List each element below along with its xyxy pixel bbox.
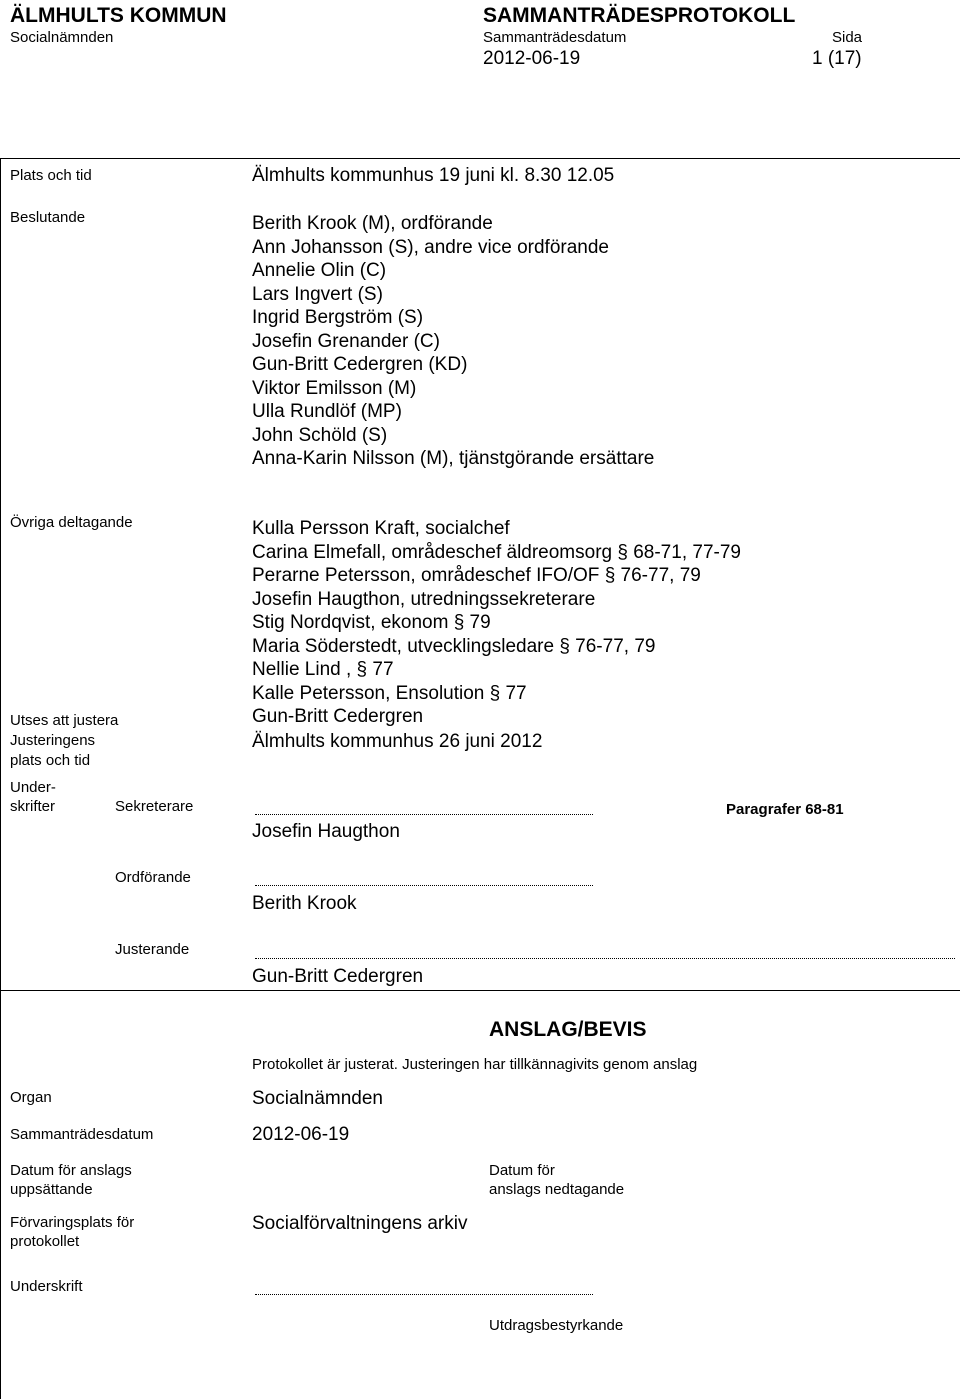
deciders-label: Beslutande <box>10 209 86 226</box>
participant-name: Maria Söderstedt, utvecklingsledare § 76-77, 79 <box>252 635 656 657</box>
adjuster-role: Justerande <box>115 941 190 958</box>
decider-name: Ann Johansson (S), andre vice ordförande <box>252 236 609 258</box>
page-number: 1 (17) <box>812 48 862 69</box>
decider-name: Anna-Karin Nilsson (M), tjänstgörande ersättare <box>252 448 655 469</box>
meeting-date: 2012-06-19 <box>483 48 581 69</box>
participant-name: Stig Nordqvist, ekonom § 79 <box>252 612 491 633</box>
place-time-value: Älmhults kommunhus 19 juni kl. 8.30 12.05 <box>252 165 615 186</box>
adjust-place-label-line1: Justeringens <box>10 732 96 749</box>
deciders-list <box>252 212 654 471</box>
adjuster-signature-line <box>255 958 955 959</box>
municipality-name: ÄLMHULTS KOMMUN <box>10 4 227 27</box>
anslag-date-value: 2012-06-19 <box>252 1124 350 1145</box>
secretary-signature-line <box>255 814 593 815</box>
anslag-statement: Protokollet är justerat. Justeringen har tillkännagivits genom anslag <box>252 1056 698 1073</box>
participant-name: Carina Elmefall, områdeschef äldreomsorg § 68-71, 77-79 <box>252 541 741 563</box>
place-time-label: Plats och tid <box>10 167 92 184</box>
secretary-name: Josefin Haugthon <box>252 821 400 842</box>
signature-line <box>255 1294 593 1295</box>
adjust-place-value: Älmhults kommunhus 26 juni 2012 <box>252 731 543 752</box>
adjuster-signature-name: Gun-Britt Cedergren <box>252 966 424 987</box>
signature-label: Underskrift <box>10 1278 83 1295</box>
decider-name: Berith Krook (M), ordförande <box>252 213 493 234</box>
paragraphs-range: Paragrafer 68-81 <box>726 801 844 818</box>
decider-name: Josefin Grenander (C) <box>252 330 440 352</box>
organ-label: Organ <box>10 1089 52 1106</box>
participant-name: Kalle Petersson, Ensolution § 77 <box>252 682 527 704</box>
chair-role: Ordförande <box>115 869 191 886</box>
page-label: Sida <box>832 29 863 46</box>
decider-name: John Schöld (S) <box>252 424 388 446</box>
chair-name: Berith Krook <box>252 893 357 914</box>
decider-name: Lars Ingvert (S) <box>252 283 383 305</box>
organ-value: Socialnämnden <box>252 1088 383 1109</box>
participant-name: Perarne Petersson, områdeschef IFO/OF § 76-77, 79 <box>252 565 701 586</box>
top-border <box>0 158 960 159</box>
decider-name: Viktor Emilsson (M) <box>252 377 417 399</box>
certifier-label: Utdragsbestyrkande <box>489 1317 624 1334</box>
others-label: Övriga deltagande <box>10 514 133 531</box>
participant-name: Josefin Haugthon, utredningssekreterare <box>252 588 596 610</box>
anslag-date-label: Sammanträdesdatum <box>10 1126 154 1143</box>
secretary-role: Sekreterare <box>115 798 194 815</box>
decider-name: Annelie Olin (C) <box>252 260 387 281</box>
left-border-anslag <box>0 990 1 1399</box>
committee-name: Socialnämnden <box>10 29 114 46</box>
storage-label-line1: Förvaringsplats för <box>10 1214 135 1231</box>
anslag-title: ANSLAG/BEVIS <box>489 1018 647 1041</box>
posted-date-label-line2: uppsättande <box>10 1181 93 1198</box>
adjuster-label: Utses att justera <box>10 712 119 729</box>
posted-date-label-line1: Datum för anslags <box>10 1162 132 1179</box>
document-type: SAMMANTRÄDESPROTOKOLL <box>483 4 796 27</box>
adjuster-value: Gun-Britt Cedergren <box>252 706 424 727</box>
decider-name: Gun-Britt Cedergren (KD) <box>252 354 468 375</box>
storage-label-line2: protokollet <box>10 1233 80 1250</box>
participant-name: Nellie Lind , § 77 <box>252 659 394 680</box>
chair-signature-line <box>255 885 593 886</box>
participant-name: Kulla Persson Kraft, socialchef <box>252 518 510 539</box>
others-list <box>252 517 741 705</box>
decider-name: Ulla Rundlöf (MP) <box>252 401 402 422</box>
signatures-label-line1: Under- <box>10 779 56 796</box>
left-border <box>0 158 1 991</box>
divider-anslag <box>0 990 960 991</box>
signatures-label-line2: skrifter <box>10 798 55 815</box>
removed-date-label-line1: Datum för <box>489 1162 555 1179</box>
removed-date-label-line2: anslags nedtagande <box>489 1181 625 1198</box>
meeting-date-label: Sammanträdesdatum <box>483 29 627 46</box>
decider-name: Ingrid Bergström (S) <box>252 307 424 328</box>
adjust-place-label-line2: plats och tid <box>10 752 91 769</box>
storage-value: Socialförvaltningens arkiv <box>252 1213 468 1234</box>
